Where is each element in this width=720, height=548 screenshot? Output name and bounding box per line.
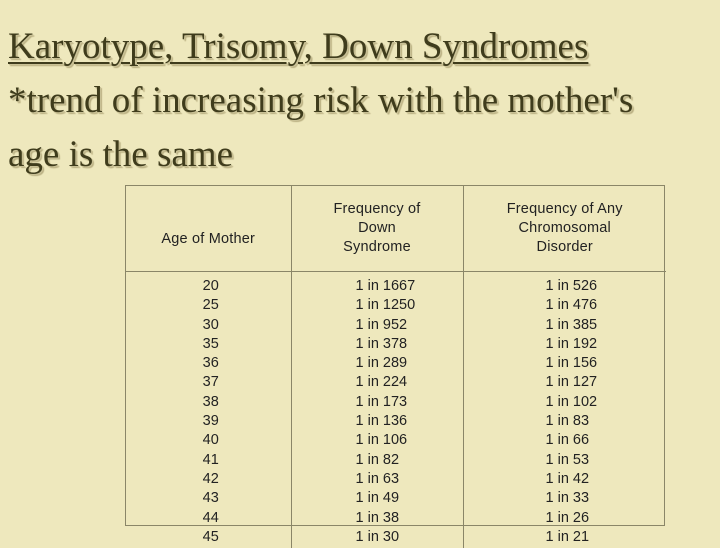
down-syndrome-frequency: 1 in 38 [356, 509, 462, 528]
any-disorder-frequency: 1 in 26 [546, 509, 666, 528]
age-value: 38 [132, 393, 290, 412]
down-syndrome-frequency: 1 in 63 [356, 470, 462, 489]
header-any-line-3: Disorder [470, 238, 661, 257]
down-syndrome-frequency: 1 in 106 [356, 431, 462, 450]
age-value: 25 [132, 296, 290, 315]
down-syndrome-frequency: 1 in 30 [356, 528, 462, 547]
any-disorder-frequency: 1 in 127 [546, 373, 666, 392]
down-syndrome-column [291, 272, 463, 548]
age-value: 39 [132, 412, 290, 431]
any-disorder-frequency: 1 in 102 [546, 393, 666, 412]
down-syndrome-frequency: 1 in 82 [356, 451, 462, 470]
down-syndrome-frequency: 1 in 378 [356, 335, 462, 354]
any-disorder-frequency: 1 in 83 [546, 412, 666, 431]
risk-table [125, 185, 665, 526]
age-value: 35 [132, 335, 290, 354]
any-disorder-frequency: 1 in 526 [546, 277, 666, 296]
header-any-line-1: Frequency of Any [470, 200, 661, 219]
ages-column [126, 272, 291, 548]
header-age-label: Age of Mother [161, 231, 255, 247]
down-syndrome-frequency: 1 in 1667 [356, 277, 462, 296]
age-value: 40 [132, 431, 290, 450]
header-age-of-mother [126, 186, 291, 272]
header-any-disorder [463, 186, 666, 272]
header-down-line-1: Frequency of [298, 200, 457, 219]
down-syndrome-frequency: 1 in 289 [356, 354, 462, 373]
age-value: 37 [132, 373, 290, 392]
header-down-syndrome [291, 186, 463, 272]
any-disorder-frequency: 1 in 192 [546, 335, 666, 354]
age-value: 41 [132, 451, 290, 470]
any-disorder-frequency: 1 in 53 [546, 451, 666, 470]
any-disorder-frequency: 1 in 66 [546, 431, 666, 450]
down-syndrome-frequency: 1 in 1250 [356, 296, 462, 315]
any-disorder-frequency: 1 in 476 [546, 296, 666, 315]
header-down-line-3: Syndrome [298, 238, 457, 257]
header-any-line-2: Chromosomal [470, 219, 661, 238]
slide-title [8, 20, 714, 182]
age-value: 20 [132, 277, 290, 296]
age-value: 45 [132, 528, 290, 547]
age-value: 43 [132, 489, 290, 508]
any-disorder-frequency: 1 in 21 [546, 528, 666, 547]
age-value: 30 [132, 316, 290, 335]
age-value: 44 [132, 509, 290, 528]
header-down-line-2: Down [298, 219, 457, 238]
down-syndrome-frequency: 1 in 136 [356, 412, 462, 431]
title-line-2: *trend of increasing risk with the mother's [8, 74, 714, 128]
risk-table-grid [126, 186, 666, 548]
age-value: 42 [132, 470, 290, 489]
any-disorder-column [463, 272, 666, 548]
title-line-3: age is the same [8, 128, 714, 182]
down-syndrome-frequency: 1 in 49 [356, 489, 462, 508]
title-line-1: Karyotype, Trisomy, Down Syndromes [8, 20, 714, 74]
any-disorder-frequency: 1 in 385 [546, 316, 666, 335]
down-syndrome-frequency: 1 in 173 [356, 393, 462, 412]
any-disorder-frequency: 1 in 42 [546, 470, 666, 489]
down-syndrome-frequency: 1 in 224 [356, 373, 462, 392]
any-disorder-frequency: 1 in 156 [546, 354, 666, 373]
age-value: 36 [132, 354, 290, 373]
data-row [126, 272, 666, 548]
down-syndrome-frequency: 1 in 952 [356, 316, 462, 335]
header-row [126, 186, 666, 272]
any-disorder-frequency: 1 in 33 [546, 489, 666, 508]
